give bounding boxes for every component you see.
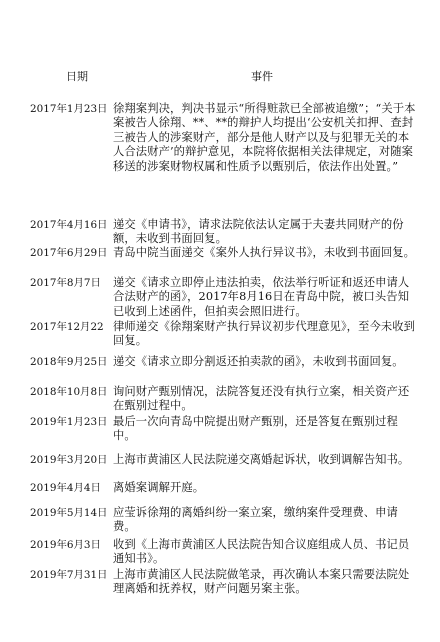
entry-event: 递交《请求立即分割返还拍卖款的函》，未收到书面回复。 bbox=[113, 355, 404, 368]
entry-event: 上海市黄浦区人民法院做笔录，再次确认本案只需要法院处理离婚和抚养权，财产问题另案主张。 bbox=[113, 568, 410, 596]
entry-event: 递交《请求立即停止违法拍卖，依法举行听证和返还申请人合法财产的函》，2017年8月16日在青岛中院，被口头告知已收到上述函件，但拍卖会照旧进行。 bbox=[113, 276, 410, 318]
entry-date: 2018年9月25日 bbox=[30, 356, 108, 368]
entry-event: 离婚案调解开庭。 bbox=[113, 481, 205, 494]
entry-date: 2017年1月23日 bbox=[30, 103, 108, 115]
entry-event: 青岛中院当面递交《案外人执行异议书》，未收到书面回复。 bbox=[113, 246, 416, 259]
entry-date: 2017年6月29日 bbox=[30, 247, 108, 259]
event-column-header: 事件 bbox=[251, 70, 273, 83]
entry-date: 2018年10月8日 bbox=[30, 386, 108, 398]
table-header bbox=[0, 68, 440, 86]
entry-event: 应莹诉徐翔的离婚纠纷一案立案，缴纳案件受理费、申请费。 bbox=[113, 506, 398, 534]
entry-date: 2019年5月14日 bbox=[30, 507, 108, 519]
entry-date: 2017年4月16日 bbox=[30, 219, 108, 231]
entry-event: 徐翔案判决，判决书显示“所得赃款已全部被追缴”；“关于本案被告人徐翔、**、**的辩护人均提出‘公安机关扣押、查封三被告人的涉案财产，部分是他人财产以及与犯罪无关的本人合法财产’的辩护意见，本院将依据相关法律规定，对随案移送的涉案财物权属和性质予以甄别后，依法作出处置。” bbox=[113, 102, 416, 173]
entry-date: 2019年3月20日 bbox=[30, 454, 108, 466]
entry-date: 2019年1月23日 bbox=[30, 416, 108, 428]
entry-event: 递交《申请书》，请求法院依法认定属于夫妻共同财产的份额，未收到书面回复。 bbox=[113, 218, 404, 246]
entry-event: 收到《上海市黄浦区人民法院告知合议庭组成人员、书记员通知书》。 bbox=[113, 538, 410, 566]
entry-date: 2019年6月3日 bbox=[30, 539, 101, 551]
entry-event: 律师递交《徐翔案财产执行异议初步代理意见》，至今未收到回复。 bbox=[113, 320, 416, 348]
entry-event: 上海市黄浦区人民法院递交离婚起诉状，收到调解告知书。 bbox=[113, 453, 410, 466]
entry-date: 2019年4月4日 bbox=[30, 482, 101, 494]
entry-date: 2017年8月7日 bbox=[30, 277, 101, 289]
entry-event: 询问财产甄别情况，法院答复还没有执行立案，相关资产还在甄别过程中。 bbox=[113, 385, 410, 413]
date-column-header: 日期 bbox=[66, 70, 88, 83]
entry-date: 2019年7月31日 bbox=[30, 569, 108, 581]
entry-event: 最后一次向青岛中院提出财产甄别，还是答复在甄别过程中。 bbox=[113, 415, 398, 443]
entry-date: 2017年12月22 bbox=[30, 321, 104, 333]
